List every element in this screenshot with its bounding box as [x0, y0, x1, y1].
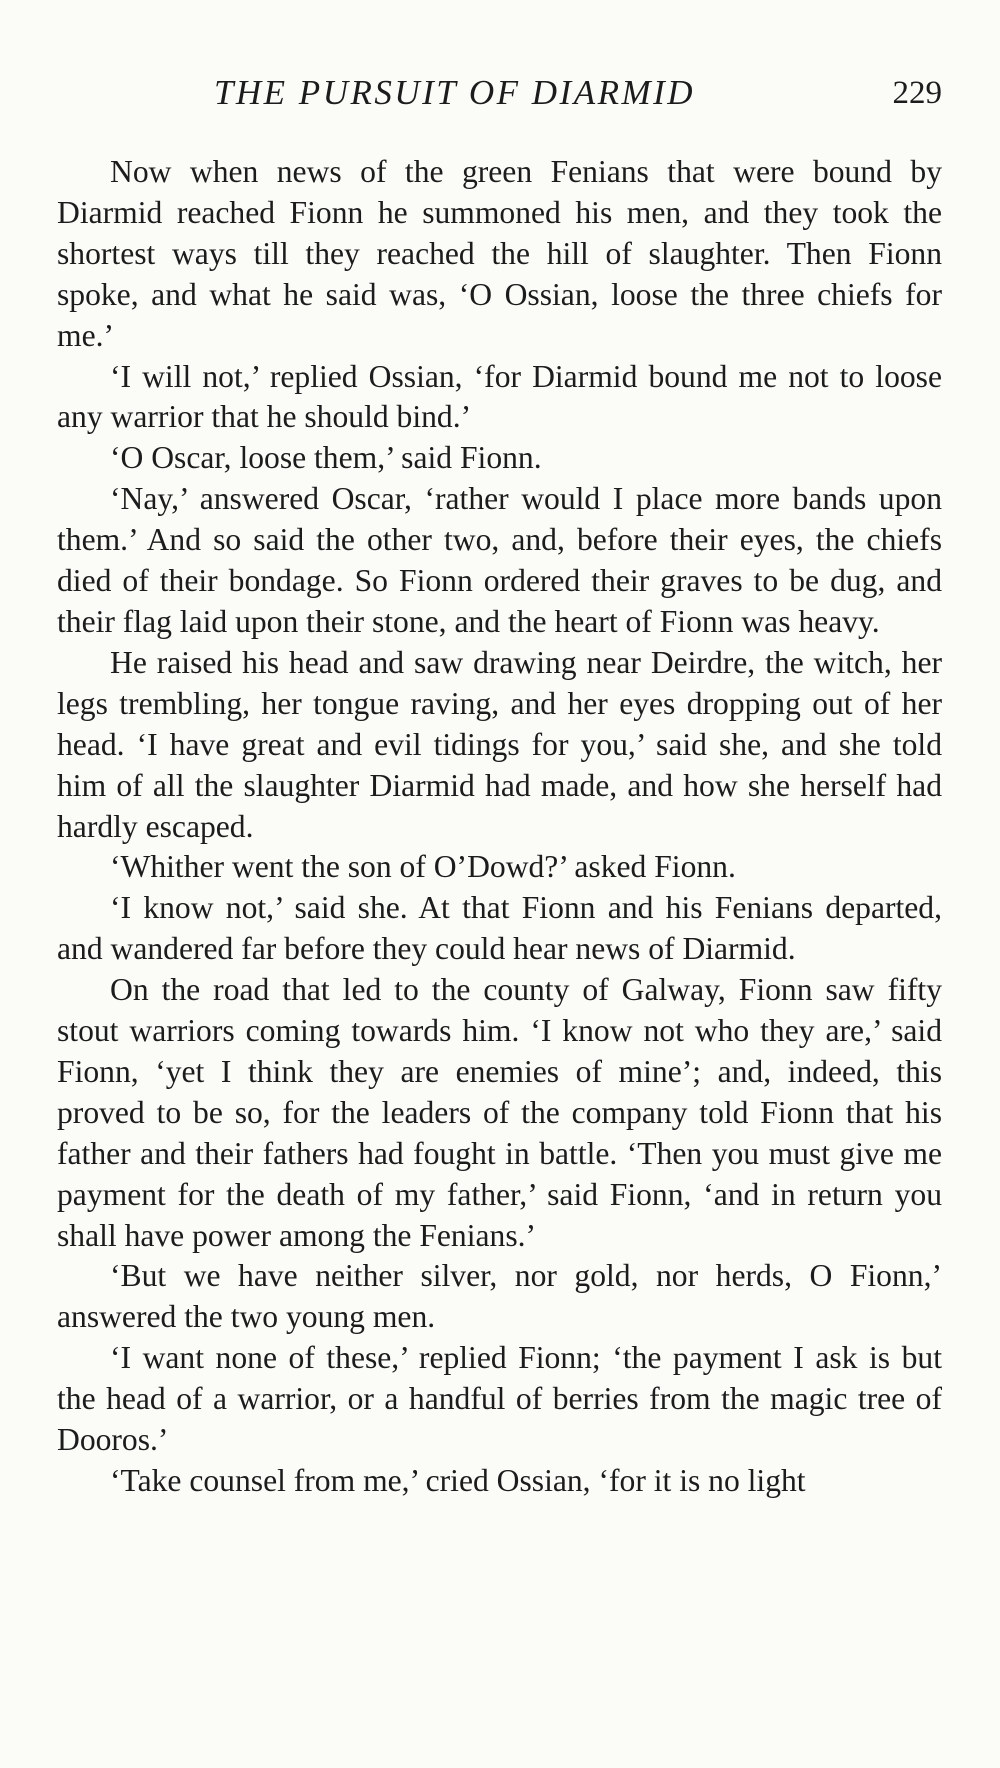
running-title: THE PURSUIT OF DIARMID: [213, 73, 696, 112]
paragraph: ‘I want none of these,’ replied Fionn; ‘the payment I ask is but the head of a warrior, or a handful of berries from the magic tree of Dooros.’: [57, 1340, 942, 1458]
paragraph: ‘O Oscar, loose them,’ said Fionn.: [110, 440, 542, 476]
paragraph: ‘Whither went the son of O’Dowd?’ asked Fionn.: [110, 849, 736, 885]
paragraph: On the road that led to the county of Galway, Fionn saw fifty stout warriors coming towards him. ‘I know not who they are,’ said Fionn, ‘yet I think they are enemies of mine’; and, indeed, this proved to be so, for the leaders of the company told Fionn that his father and their fathers had fought in battle. ‘Then you must give me payment for the death of my father,’ said Fionn, ‘and in return you shall have power among the Fenians.’: [57, 972, 942, 1253]
paragraph: Now when news of the green Fenians that were bound by Diarmid reached Fionn he summoned his men, and they took the shortest ways till they reached the hill of slaughter. Then Fionn spoke, and what he said was, ‘O Ossian, loose the three chiefs for me.’: [57, 154, 942, 353]
paragraph: ‘Nay,’ answered Oscar, ‘rather would I place more bands upon them.’ And so said the other two, and, before their eyes, the chiefs died of their bondage. So Fionn ordered their graves to be dug, and their flag laid upon their stone, and the heart of Fionn was heavy.: [57, 481, 942, 639]
paragraph: ‘I will not,’ replied Ossian, ‘for Diarmid bound me not to loose any warrior that he should bind.’: [57, 358, 942, 435]
paragraph: ‘But we have neither silver, nor gold, nor herds, O Fionn,’ answered the two young men.: [57, 1258, 942, 1335]
page-number: 229: [892, 75, 942, 111]
body-text: [57, 152, 942, 1502]
paragraph: He raised his head and saw drawing near Deirdre, the witch, her legs trembling, her tongue raving, and her eyes dropping out of her head. ‘I have great and evil tidings for you,’ said she, and she told him of all the slaughter Diarmid had made, and how she herself had hardly escaped.: [57, 644, 942, 844]
page-header: [57, 68, 942, 118]
paragraph-continued: ‘Take counsel from me,’ cried Ossian, ‘for it is no light: [110, 1463, 806, 1498]
paragraph: ‘I know not,’ said she. At that Fionn and his Fenians departed, and wandered far before they could hear news of Diarmid.: [57, 890, 942, 967]
